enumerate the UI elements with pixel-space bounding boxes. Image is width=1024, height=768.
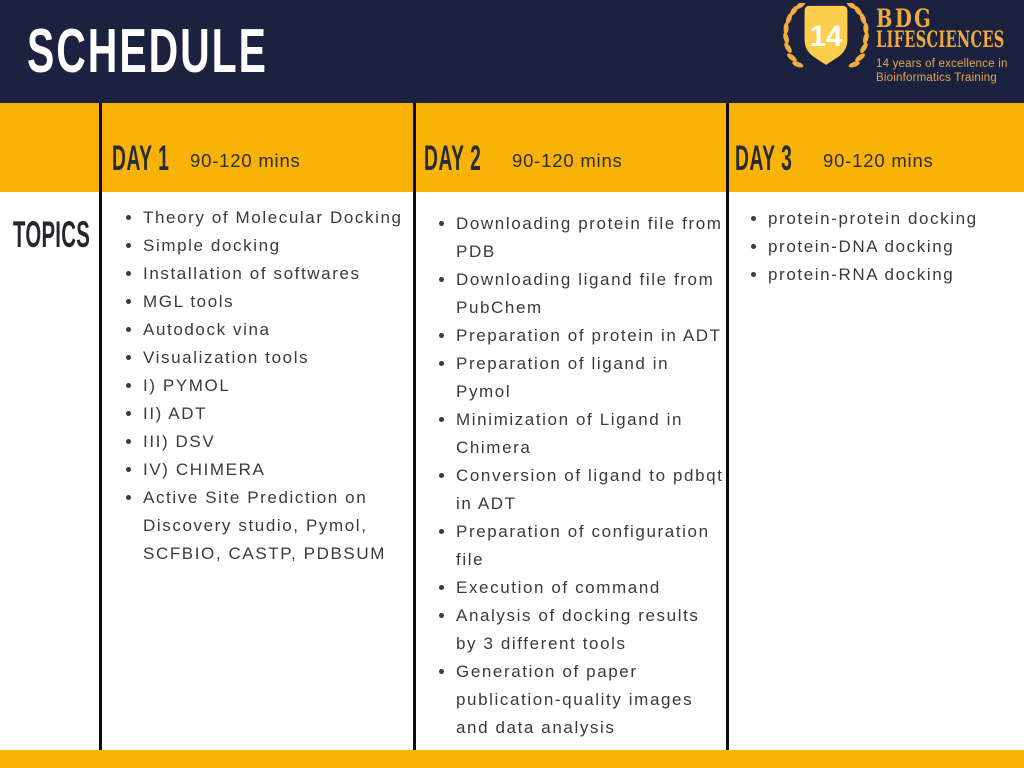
topic-item: • Minimization of Ligand in Chimera — [456, 406, 724, 462]
laurel-wreath-badge-icon — [782, 3, 870, 77]
day-1-topic-list — [100, 192, 412, 568]
day-3-label: DAY 3 — [735, 139, 793, 178]
topic-item: • Execution of command — [456, 574, 724, 602]
topic-item: • IV) CHIMERA — [143, 456, 410, 484]
topic-item: • Preparation of ligand in Pymol — [456, 350, 724, 406]
day-2-topics-column — [414, 192, 725, 742]
day-2-label: DAY 2 — [424, 139, 482, 178]
topic-item: • protein-protein docking — [768, 205, 1018, 233]
column-divider-3 — [726, 103, 729, 750]
topic-item: • Analysis of docking results by 3 different tools — [456, 602, 724, 658]
brand-name-line1: BDG — [876, 4, 934, 33]
brand-tagline-line2: Bioinformatics Training — [876, 72, 997, 84]
day-2-duration: 90-120 mins — [512, 150, 623, 171]
topic-item: • Downloading protein file from PDB — [456, 210, 724, 266]
day-3-topic-list — [727, 192, 1019, 289]
brand-text-block — [876, 3, 1008, 85]
header — [0, 0, 1024, 103]
topic-item: • Conversion of ligand to pdbqt in ADT — [456, 462, 724, 518]
topic-item: • Visualization tools — [143, 344, 410, 372]
column-divider-2 — [413, 103, 416, 750]
topic-item: • II) ADT — [143, 400, 410, 428]
day-1-duration: 90-120 mins — [190, 150, 301, 171]
topic-item: • III) DSV — [143, 428, 410, 456]
topic-item: • MGL tools — [143, 288, 410, 316]
day-3-topics-column — [727, 192, 1019, 289]
brand-name-line2: LIFESCIENCES — [876, 27, 1005, 53]
footer-bar — [0, 750, 1024, 768]
day-header-band — [0, 103, 1024, 192]
brand-logo — [782, 3, 1008, 85]
topic-item: • Preparation of protein in ADT — [456, 322, 724, 350]
day-1-label: DAY 1 — [112, 139, 170, 178]
topic-item: • Installation of softwares — [143, 260, 410, 288]
badge-number: 14 — [809, 20, 843, 53]
topic-item: • Autodock vina — [143, 316, 410, 344]
topic-item: • Preparation of configuration file — [456, 518, 724, 574]
topic-item: • Simple docking — [143, 232, 410, 260]
brand-tagline-line1: 14 years of excellence in — [876, 58, 1008, 70]
topic-item: • Active Site Prediction on Discovery studio, Pymol, SCFBIO, CASTP, PDBSUM — [143, 484, 410, 568]
day-1-topics-column — [100, 192, 412, 568]
topic-item: • Generation of paper publication-quality images and data analysis — [456, 658, 724, 742]
topic-item: • Downloading ligand file from PubChem — [456, 266, 724, 322]
page-title: SCHEDULE — [27, 17, 268, 86]
topic-item: • I) PYMOL — [143, 372, 410, 400]
day-3-duration: 90-120 mins — [823, 150, 934, 171]
topic-item: • protein-DNA docking — [768, 233, 1018, 261]
topic-item: • protein-RNA docking — [768, 261, 1018, 289]
column-divider-1 — [99, 103, 102, 750]
day-2-topic-list — [414, 192, 725, 742]
topic-item: • Theory of Molecular Docking — [143, 204, 410, 232]
topics-row-label: TOPICS — [13, 214, 91, 255]
